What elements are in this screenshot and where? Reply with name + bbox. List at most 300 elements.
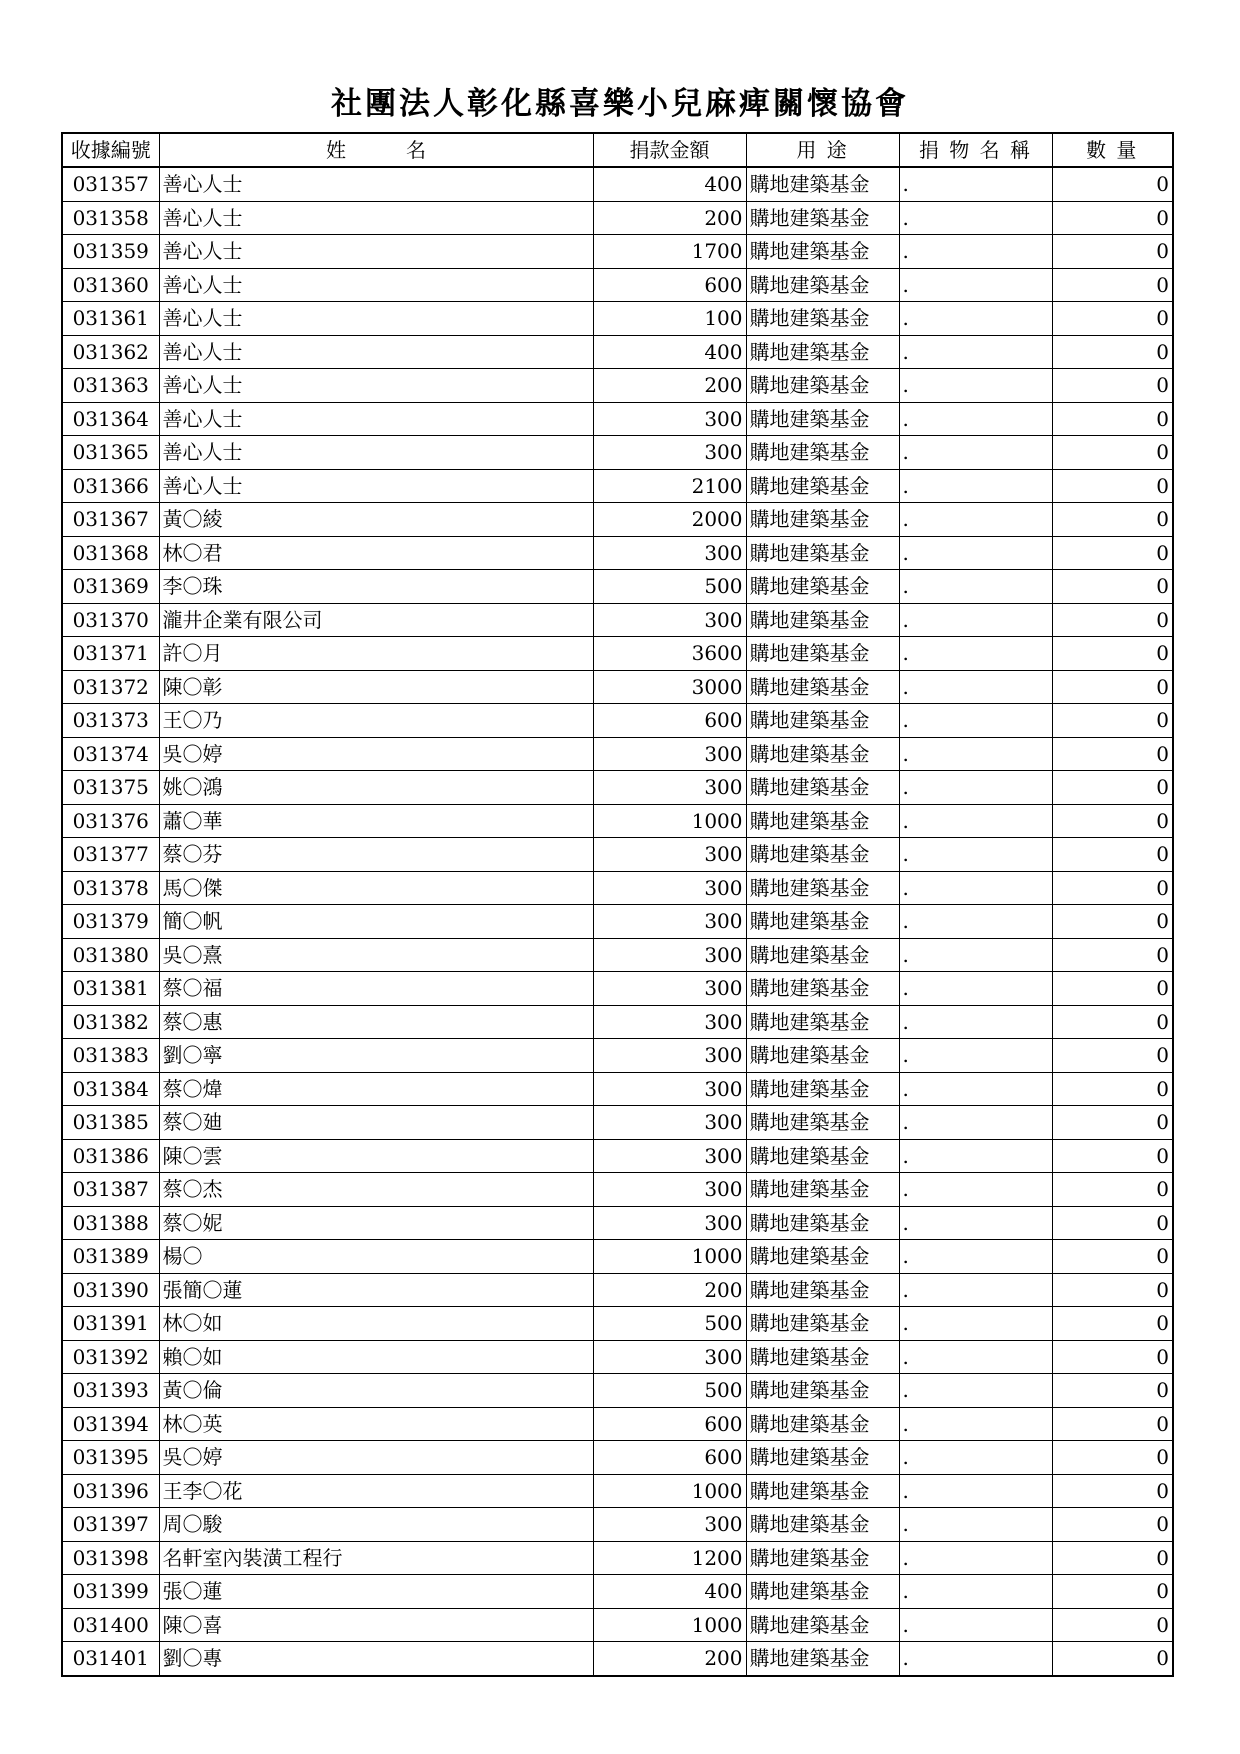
receipt-no-cell: 031375 [62, 771, 159, 805]
purpose-cell: 購地建築基金 [746, 469, 899, 503]
table-row [62, 369, 1173, 403]
table-row [62, 1039, 1173, 1073]
donor-name-cell: 善心人士 [159, 369, 593, 403]
amount-cell: 300 [593, 536, 746, 570]
item-name-cell: . [899, 1106, 1052, 1140]
quantity-cell: 0 [1052, 972, 1173, 1006]
donor-name-cell: 善心人士 [159, 268, 593, 302]
amount-cell: 300 [593, 1508, 746, 1542]
table-row [62, 905, 1173, 939]
item-name-cell: . [899, 804, 1052, 838]
item-name-cell: . [899, 1173, 1052, 1207]
purpose-cell: 購地建築基金 [746, 1206, 899, 1240]
purpose-cell: 購地建築基金 [746, 1072, 899, 1106]
receipt-no-cell: 031364 [62, 402, 159, 436]
item-name-cell: . [899, 905, 1052, 939]
donor-name-cell: 張簡〇蓮 [159, 1273, 593, 1307]
donor-name-cell: 蔡〇杰 [159, 1173, 593, 1207]
purpose-cell: 購地建築基金 [746, 1541, 899, 1575]
item-name-cell: . [899, 536, 1052, 570]
quantity-cell: 0 [1052, 469, 1173, 503]
receipt-no-cell: 031392 [62, 1340, 159, 1374]
purpose-cell: 購地建築基金 [746, 570, 899, 604]
header-receipt-no: 收據編號 [62, 133, 159, 167]
donor-name-cell: 善心人士 [159, 302, 593, 336]
quantity-cell: 0 [1052, 1273, 1173, 1307]
item-name-cell: . [899, 1307, 1052, 1341]
amount-cell: 200 [593, 201, 746, 235]
quantity-cell: 0 [1052, 235, 1173, 269]
quantity-cell: 0 [1052, 402, 1173, 436]
amount-cell: 600 [593, 1407, 746, 1441]
quantity-cell: 0 [1052, 1039, 1173, 1073]
purpose-cell: 購地建築基金 [746, 1273, 899, 1307]
quantity-cell: 0 [1052, 1206, 1173, 1240]
receipt-no-cell: 031380 [62, 938, 159, 972]
amount-cell: 300 [593, 1139, 746, 1173]
header-purpose: 用 途 [746, 133, 899, 167]
quantity-cell: 0 [1052, 167, 1173, 201]
receipt-no-cell: 031391 [62, 1307, 159, 1341]
receipt-no-cell: 031370 [62, 603, 159, 637]
amount-cell: 400 [593, 167, 746, 201]
table-row [62, 972, 1173, 1006]
quantity-cell: 0 [1052, 536, 1173, 570]
quantity-cell: 0 [1052, 268, 1173, 302]
amount-cell: 100 [593, 302, 746, 336]
receipt-no-cell: 031386 [62, 1139, 159, 1173]
receipt-no-cell: 031393 [62, 1374, 159, 1408]
table-row [62, 469, 1173, 503]
amount-cell: 300 [593, 402, 746, 436]
amount-cell: 300 [593, 938, 746, 972]
table-row [62, 838, 1173, 872]
receipt-no-cell: 031362 [62, 335, 159, 369]
quantity-cell: 0 [1052, 838, 1173, 872]
quantity-cell: 0 [1052, 1340, 1173, 1374]
item-name-cell: . [899, 167, 1052, 201]
item-name-cell: . [899, 1608, 1052, 1642]
purpose-cell: 購地建築基金 [746, 1139, 899, 1173]
receipt-no-cell: 031376 [62, 804, 159, 838]
receipt-no-cell: 031357 [62, 167, 159, 201]
receipt-no-cell: 031399 [62, 1575, 159, 1609]
table-row [62, 1642, 1173, 1676]
donor-name-cell: 黃〇倫 [159, 1374, 593, 1408]
item-name-cell: . [899, 1508, 1052, 1542]
donor-name-cell: 善心人士 [159, 201, 593, 235]
amount-cell: 2100 [593, 469, 746, 503]
item-name-cell: . [899, 469, 1052, 503]
quantity-cell: 0 [1052, 1541, 1173, 1575]
purpose-cell: 購地建築基金 [746, 402, 899, 436]
table-row [62, 570, 1173, 604]
item-name-cell: . [899, 771, 1052, 805]
purpose-cell: 購地建築基金 [746, 603, 899, 637]
donor-name-cell: 蔡〇惠 [159, 1005, 593, 1039]
table-row [62, 402, 1173, 436]
donor-name-cell: 王〇乃 [159, 704, 593, 738]
donation-table [61, 132, 1174, 1677]
receipt-no-cell: 031358 [62, 201, 159, 235]
donor-name-cell: 善心人士 [159, 436, 593, 470]
receipt-no-cell: 031400 [62, 1608, 159, 1642]
table-row [62, 1407, 1173, 1441]
header-name [159, 133, 593, 167]
quantity-cell: 0 [1052, 603, 1173, 637]
receipt-no-cell: 031390 [62, 1273, 159, 1307]
quantity-cell: 0 [1052, 436, 1173, 470]
table-row [62, 1005, 1173, 1039]
quantity-cell: 0 [1052, 704, 1173, 738]
item-name-cell: . [899, 1575, 1052, 1609]
table-row [62, 603, 1173, 637]
item-name-cell: . [899, 1273, 1052, 1307]
amount-cell: 400 [593, 1575, 746, 1609]
quantity-cell: 0 [1052, 938, 1173, 972]
item-name-cell: . [899, 704, 1052, 738]
amount-cell: 200 [593, 1273, 746, 1307]
purpose-cell: 購地建築基金 [746, 536, 899, 570]
item-name-cell: . [899, 871, 1052, 905]
purpose-cell: 購地建築基金 [746, 1441, 899, 1475]
amount-cell: 500 [593, 1307, 746, 1341]
amount-cell: 300 [593, 1173, 746, 1207]
donor-name-cell: 名軒室內裝潢工程行 [159, 1541, 593, 1575]
table-row [62, 235, 1173, 269]
amount-cell: 1000 [593, 1240, 746, 1274]
table-row [62, 1608, 1173, 1642]
donor-name-cell: 善心人士 [159, 235, 593, 269]
amount-cell: 300 [593, 603, 746, 637]
amount-cell: 2000 [593, 503, 746, 537]
purpose-cell: 購地建築基金 [746, 302, 899, 336]
amount-cell: 200 [593, 369, 746, 403]
purpose-cell: 購地建築基金 [746, 972, 899, 1006]
donor-name-cell: 蔡〇芬 [159, 838, 593, 872]
item-name-cell: . [899, 1240, 1052, 1274]
amount-cell: 300 [593, 972, 746, 1006]
donor-name-cell: 蔡〇廸 [159, 1106, 593, 1140]
receipt-no-cell: 031371 [62, 637, 159, 671]
table-row [62, 1441, 1173, 1475]
receipt-no-cell: 031379 [62, 905, 159, 939]
table-row [62, 1340, 1173, 1374]
receipt-no-cell: 031373 [62, 704, 159, 738]
donor-name-cell: 陳〇雲 [159, 1139, 593, 1173]
purpose-cell: 購地建築基金 [746, 235, 899, 269]
donor-name-cell: 蔡〇福 [159, 972, 593, 1006]
receipt-no-cell: 031383 [62, 1039, 159, 1073]
amount-cell: 1000 [593, 1608, 746, 1642]
table-row [62, 871, 1173, 905]
receipt-no-cell: 031378 [62, 871, 159, 905]
item-name-cell: . [899, 402, 1052, 436]
table-row [62, 268, 1173, 302]
table-row [62, 536, 1173, 570]
item-name-cell: . [899, 637, 1052, 671]
item-name-cell: . [899, 838, 1052, 872]
donor-name-cell: 劉〇寧 [159, 1039, 593, 1073]
amount-cell: 500 [593, 1374, 746, 1408]
item-name-cell: . [899, 268, 1052, 302]
table-row [62, 1508, 1173, 1542]
quantity-cell: 0 [1052, 1307, 1173, 1341]
purpose-cell: 購地建築基金 [746, 1642, 899, 1676]
receipt-no-cell: 031398 [62, 1541, 159, 1575]
amount-cell: 300 [593, 1106, 746, 1140]
amount-cell: 200 [593, 1642, 746, 1676]
quantity-cell: 0 [1052, 1240, 1173, 1274]
donor-name-cell: 吳〇婷 [159, 737, 593, 771]
amount-cell: 500 [593, 570, 746, 604]
receipt-no-cell: 031359 [62, 235, 159, 269]
table-row [62, 436, 1173, 470]
receipt-no-cell: 031396 [62, 1474, 159, 1508]
purpose-cell: 購地建築基金 [746, 167, 899, 201]
quantity-cell: 0 [1052, 737, 1173, 771]
purpose-cell: 購地建築基金 [746, 201, 899, 235]
item-name-cell: . [899, 436, 1052, 470]
table-row [62, 1307, 1173, 1341]
quantity-cell: 0 [1052, 503, 1173, 537]
donor-name-cell: 黃〇綾 [159, 503, 593, 537]
donor-name-cell: 姚〇鴻 [159, 771, 593, 805]
quantity-cell: 0 [1052, 1508, 1173, 1542]
purpose-cell: 購地建築基金 [746, 670, 899, 704]
amount-cell: 1200 [593, 1541, 746, 1575]
purpose-cell: 購地建築基金 [746, 436, 899, 470]
table-row [62, 1541, 1173, 1575]
table-row [62, 1240, 1173, 1274]
item-name-cell: . [899, 670, 1052, 704]
table-row [62, 1374, 1173, 1408]
item-name-cell: . [899, 1039, 1052, 1073]
purpose-cell: 購地建築基金 [746, 1608, 899, 1642]
item-name-cell: . [899, 1541, 1052, 1575]
table-row [62, 1072, 1173, 1106]
item-name-cell: . [899, 503, 1052, 537]
table-row [62, 503, 1173, 537]
table-row [62, 1173, 1173, 1207]
donor-name-cell: 張〇蓮 [159, 1575, 593, 1609]
quantity-cell: 0 [1052, 905, 1173, 939]
table-row [62, 670, 1173, 704]
table-row [62, 1474, 1173, 1508]
receipt-no-cell: 031382 [62, 1005, 159, 1039]
receipt-no-cell: 031381 [62, 972, 159, 1006]
table-row [62, 1575, 1173, 1609]
purpose-cell: 購地建築基金 [746, 704, 899, 738]
purpose-cell: 購地建築基金 [746, 1508, 899, 1542]
table-row [62, 1206, 1173, 1240]
quantity-cell: 0 [1052, 1407, 1173, 1441]
receipt-no-cell: 031394 [62, 1407, 159, 1441]
page-title: 社團法人彰化縣喜樂小兒麻痺關懷協會 [331, 86, 909, 122]
quantity-cell: 0 [1052, 1374, 1173, 1408]
receipt-no-cell: 031363 [62, 369, 159, 403]
item-name-cell: . [899, 1340, 1052, 1374]
quantity-cell: 0 [1052, 302, 1173, 336]
purpose-cell: 購地建築基金 [746, 737, 899, 771]
quantity-cell: 0 [1052, 1441, 1173, 1475]
purpose-cell: 購地建築基金 [746, 771, 899, 805]
donor-name-cell: 楊〇 [159, 1240, 593, 1274]
receipt-no-cell: 031368 [62, 536, 159, 570]
purpose-cell: 購地建築基金 [746, 1340, 899, 1374]
amount-cell: 300 [593, 771, 746, 805]
quantity-cell: 0 [1052, 771, 1173, 805]
purpose-cell: 購地建築基金 [746, 1173, 899, 1207]
quantity-cell: 0 [1052, 1575, 1173, 1609]
table-row [62, 804, 1173, 838]
amount-cell: 1700 [593, 235, 746, 269]
donor-name-cell: 林〇英 [159, 1407, 593, 1441]
table-row [62, 704, 1173, 738]
item-name-cell: . [899, 1072, 1052, 1106]
purpose-cell: 購地建築基金 [746, 1474, 899, 1508]
header-name-part-1: 姓 [326, 138, 346, 162]
item-name-cell: . [899, 369, 1052, 403]
amount-cell: 300 [593, 436, 746, 470]
item-name-cell: . [899, 938, 1052, 972]
receipt-no-cell: 031372 [62, 670, 159, 704]
amount-cell: 400 [593, 335, 746, 369]
amount-cell: 1000 [593, 804, 746, 838]
table-body [62, 167, 1173, 1676]
purpose-cell: 購地建築基金 [746, 268, 899, 302]
table-row [62, 737, 1173, 771]
item-name-cell: . [899, 1407, 1052, 1441]
header-item-name: 捐 物 名 稱 [899, 133, 1052, 167]
amount-cell: 300 [593, 871, 746, 905]
donor-name-cell: 蔡〇煒 [159, 1072, 593, 1106]
quantity-cell: 0 [1052, 1005, 1173, 1039]
item-name-cell: . [899, 335, 1052, 369]
receipt-no-cell: 031388 [62, 1206, 159, 1240]
purpose-cell: 購地建築基金 [746, 1106, 899, 1140]
donor-name-cell: 吳〇熹 [159, 938, 593, 972]
receipt-no-cell: 031377 [62, 838, 159, 872]
table-row [62, 167, 1173, 201]
quantity-cell: 0 [1052, 1106, 1173, 1140]
receipt-no-cell: 031387 [62, 1173, 159, 1207]
receipt-no-cell: 031369 [62, 570, 159, 604]
receipt-no-cell: 031397 [62, 1508, 159, 1542]
item-name-cell: . [899, 1474, 1052, 1508]
purpose-cell: 購地建築基金 [746, 838, 899, 872]
donor-name-cell: 蕭〇華 [159, 804, 593, 838]
donor-name-cell: 馬〇傑 [159, 871, 593, 905]
table-row [62, 637, 1173, 671]
quantity-cell: 0 [1052, 369, 1173, 403]
purpose-cell: 購地建築基金 [746, 637, 899, 671]
receipt-no-cell: 031389 [62, 1240, 159, 1274]
amount-cell: 600 [593, 1441, 746, 1475]
purpose-cell: 購地建築基金 [746, 804, 899, 838]
receipt-no-cell: 031374 [62, 737, 159, 771]
item-name-cell: . [899, 737, 1052, 771]
item-name-cell: . [899, 603, 1052, 637]
amount-cell: 300 [593, 1039, 746, 1073]
purpose-cell: 購地建築基金 [746, 938, 899, 972]
purpose-cell: 購地建築基金 [746, 1039, 899, 1073]
quantity-cell: 0 [1052, 570, 1173, 604]
amount-cell: 300 [593, 905, 746, 939]
quantity-cell: 0 [1052, 871, 1173, 905]
donor-name-cell: 善心人士 [159, 167, 593, 201]
quantity-cell: 0 [1052, 1173, 1173, 1207]
purpose-cell: 購地建築基金 [746, 871, 899, 905]
item-name-cell: . [899, 570, 1052, 604]
item-name-cell: . [899, 201, 1052, 235]
table-header-row [62, 133, 1173, 167]
donor-name-cell: 林〇如 [159, 1307, 593, 1341]
purpose-cell: 購地建築基金 [746, 1240, 899, 1274]
table-row [62, 1139, 1173, 1173]
receipt-no-cell: 031365 [62, 436, 159, 470]
purpose-cell: 購地建築基金 [746, 1307, 899, 1341]
table-row [62, 1106, 1173, 1140]
donor-name-cell: 善心人士 [159, 469, 593, 503]
item-name-cell: . [899, 972, 1052, 1006]
quantity-cell: 0 [1052, 1072, 1173, 1106]
amount-cell: 300 [593, 1206, 746, 1240]
receipt-no-cell: 031366 [62, 469, 159, 503]
donor-name-cell: 陳〇喜 [159, 1608, 593, 1642]
purpose-cell: 購地建築基金 [746, 369, 899, 403]
quantity-cell: 0 [1052, 670, 1173, 704]
donor-name-cell: 劉〇專 [159, 1642, 593, 1676]
donor-name-cell: 周〇駿 [159, 1508, 593, 1542]
receipt-no-cell: 031367 [62, 503, 159, 537]
donor-name-cell: 善心人士 [159, 335, 593, 369]
donor-name-cell: 簡〇帆 [159, 905, 593, 939]
header-amount: 捐款金額 [593, 133, 746, 167]
quantity-cell: 0 [1052, 201, 1173, 235]
table-row [62, 938, 1173, 972]
header-name-part-2: 名 [406, 138, 426, 162]
receipt-no-cell: 031401 [62, 1642, 159, 1676]
header-quantity: 數 量 [1052, 133, 1173, 167]
item-name-cell: . [899, 1441, 1052, 1475]
quantity-cell: 0 [1052, 1139, 1173, 1173]
item-name-cell: . [899, 1642, 1052, 1676]
donor-name-cell: 吳〇婷 [159, 1441, 593, 1475]
table-row [62, 1273, 1173, 1307]
purpose-cell: 購地建築基金 [746, 1005, 899, 1039]
donor-name-cell: 李〇珠 [159, 570, 593, 604]
quantity-cell: 0 [1052, 1642, 1173, 1676]
item-name-cell: . [899, 1206, 1052, 1240]
purpose-cell: 購地建築基金 [746, 1575, 899, 1609]
amount-cell: 300 [593, 737, 746, 771]
item-name-cell: . [899, 1139, 1052, 1173]
purpose-cell: 購地建築基金 [746, 1374, 899, 1408]
receipt-no-cell: 031360 [62, 268, 159, 302]
quantity-cell: 0 [1052, 637, 1173, 671]
item-name-cell: . [899, 302, 1052, 336]
table-row [62, 302, 1173, 336]
item-name-cell: . [899, 1374, 1052, 1408]
donor-name-cell: 蔡〇妮 [159, 1206, 593, 1240]
quantity-cell: 0 [1052, 1608, 1173, 1642]
amount-cell: 600 [593, 268, 746, 302]
purpose-cell: 購地建築基金 [746, 1407, 899, 1441]
purpose-cell: 購地建築基金 [746, 905, 899, 939]
table-row [62, 335, 1173, 369]
quantity-cell: 0 [1052, 1474, 1173, 1508]
